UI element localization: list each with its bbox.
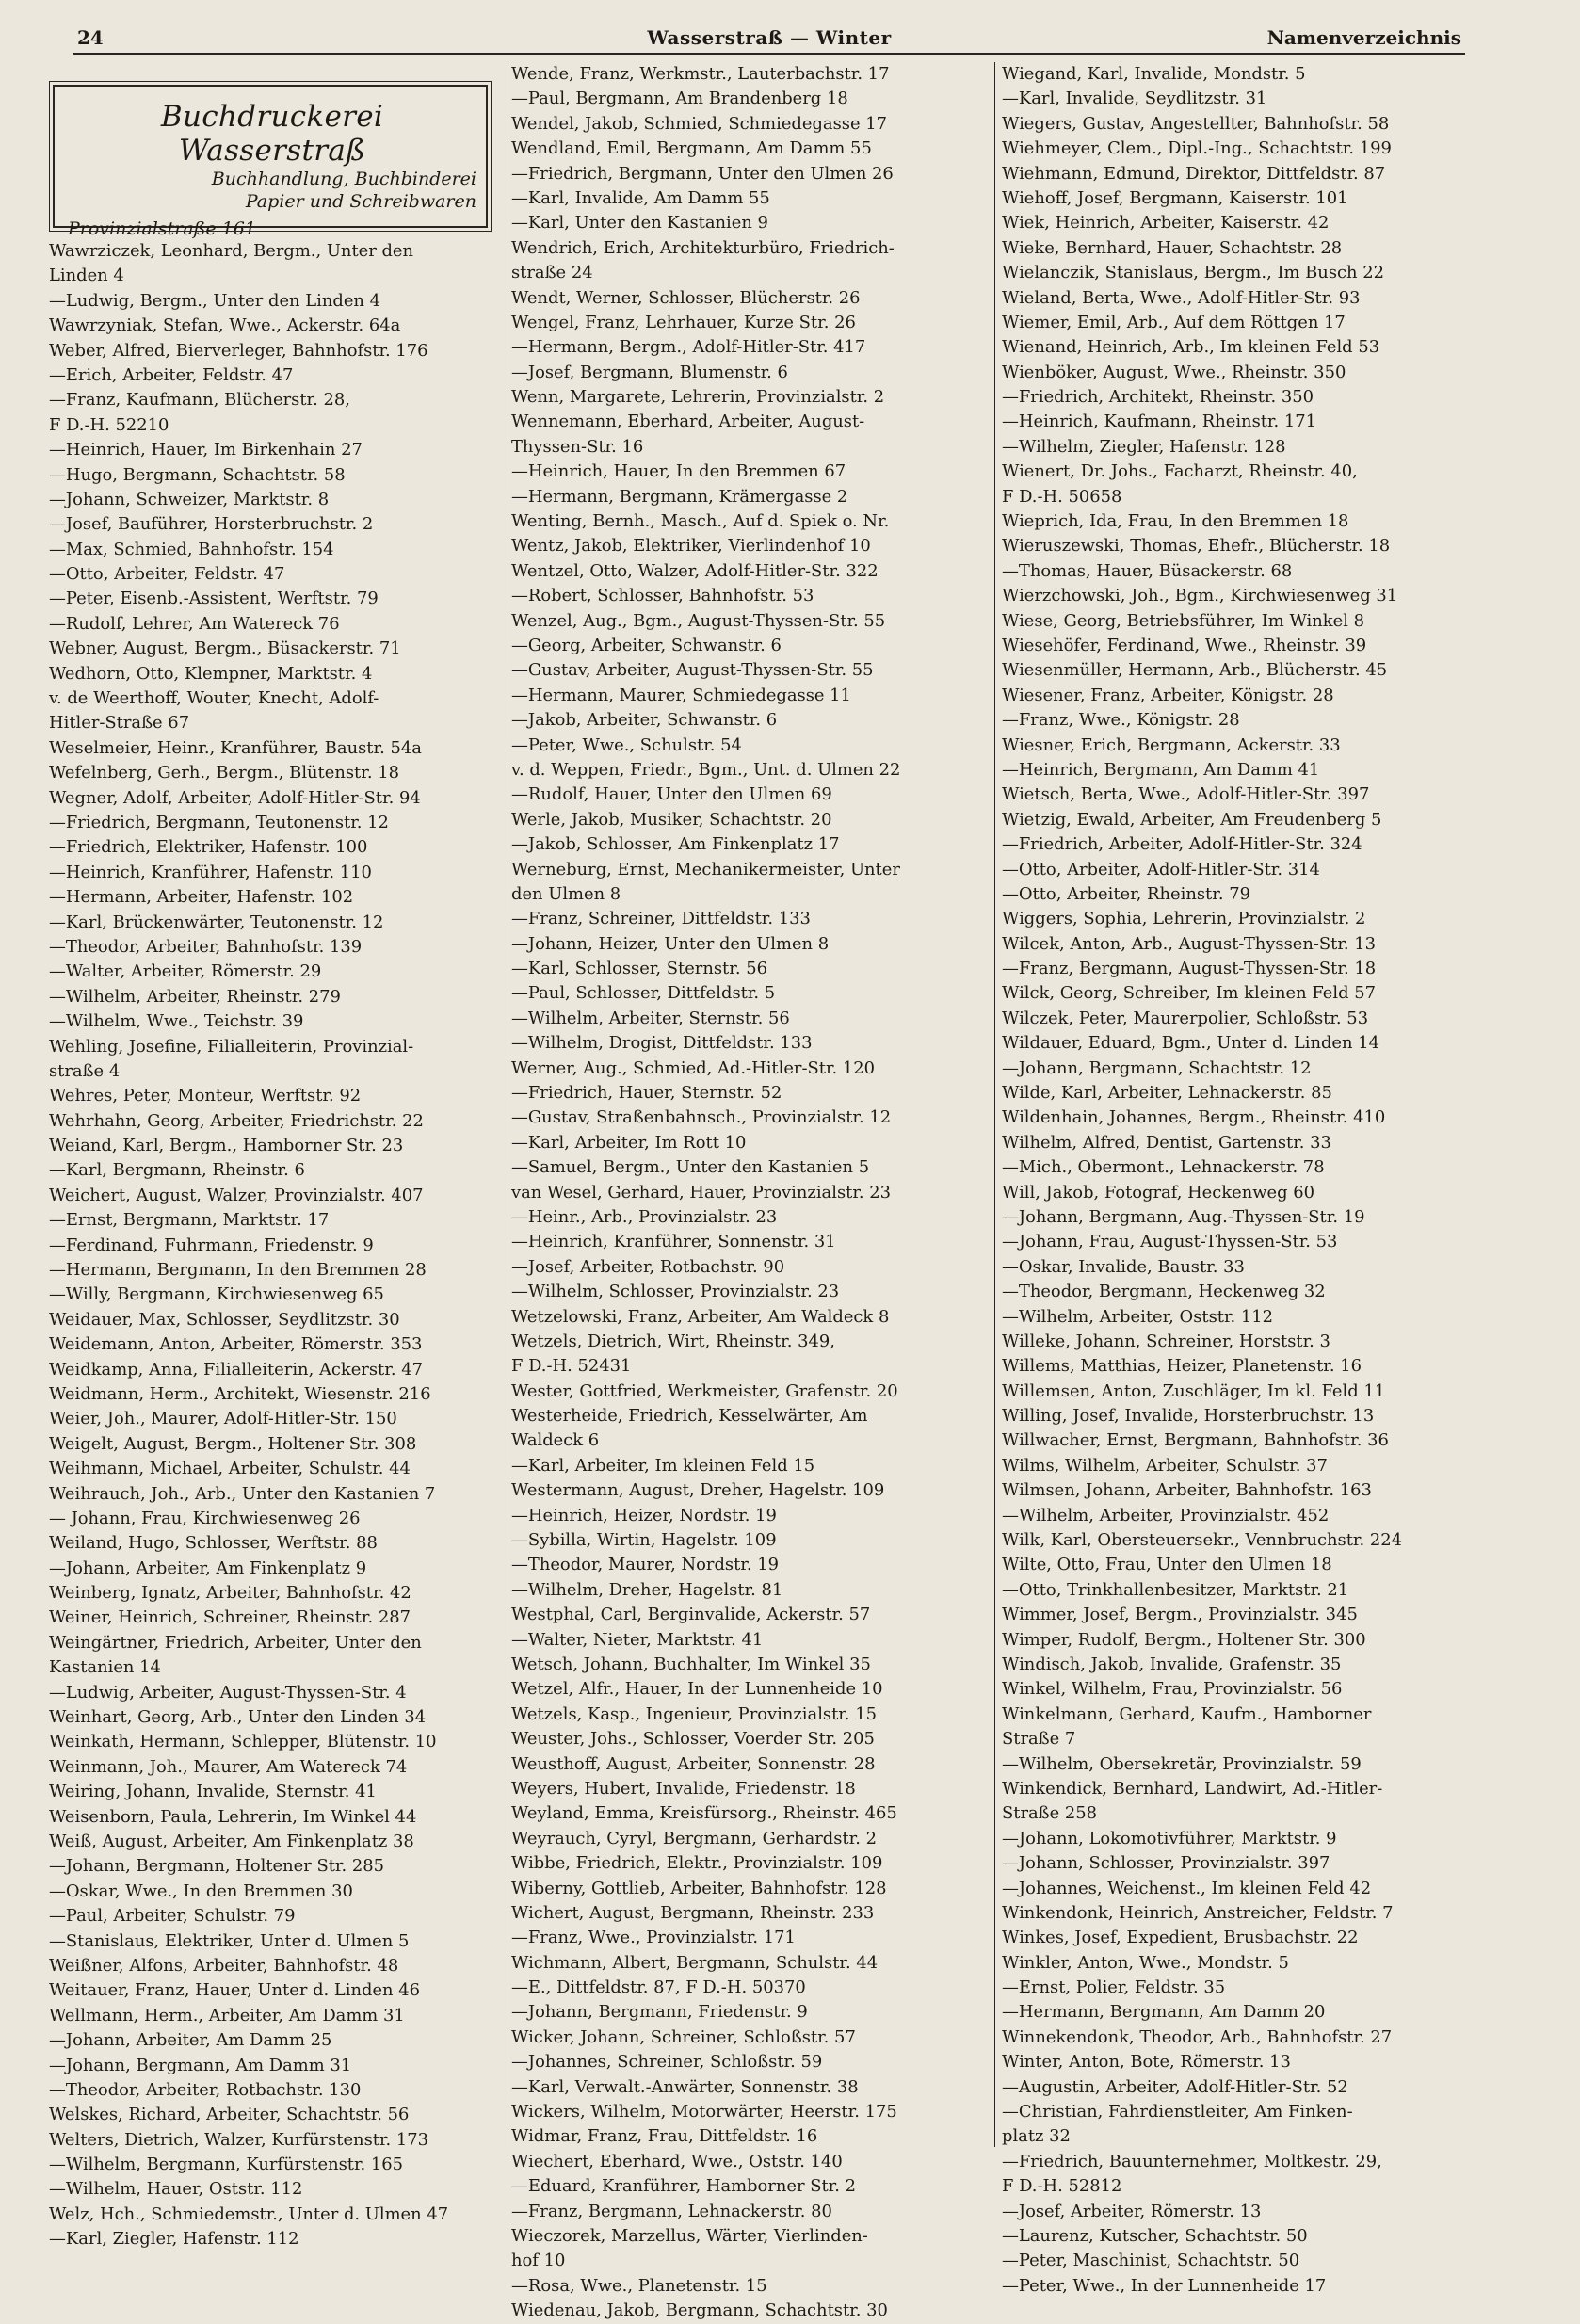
directory-entry: Wildenhain, Johannes, Bergm., Rheinstr. 410 <box>1002 1107 1386 1128</box>
directory-entry: — Johann, Frau, Kirchwiesenweg 26 <box>49 1508 361 1528</box>
directory-entry: straße 24 <box>511 263 593 283</box>
column-3 <box>1002 62 1452 2296</box>
directory-entry: —Franz, Bergmann, Lehnackerstr. 80 <box>511 2201 832 2221</box>
page-header <box>73 24 1465 55</box>
directory-entry: —Jakob, Arbeiter, Schwanstr. 6 <box>511 710 778 731</box>
directory-entry: Weinberg, Ignatz, Arbeiter, Bahnhofstr. 42 <box>49 1583 411 1604</box>
directory-entry: —Wilhelm, Arbeiter, Oststr. 112 <box>1002 1306 1274 1327</box>
entry-list <box>1002 62 1452 2299</box>
directory-entry: —Franz, Bergmann, August-Thyssen-Str. 18 <box>1002 959 1377 979</box>
directory-entry: Weyers, Hubert, Invalide, Friedenstr. 18 <box>511 1778 856 1799</box>
directory-entry: Winnekendonk, Theodor, Arb., Bahnhofstr. 27 <box>1002 2026 1393 2047</box>
directory-entry: Weidmann, Herm., Architekt, Wiesenstr. 216 <box>49 1383 431 1404</box>
directory-entry: —Hermann, Bergmann, In den Bremmen 28 <box>49 1260 427 1281</box>
entry-list <box>49 239 507 2252</box>
directory-entry: —Max, Schmied, Bahnhofstr. 154 <box>49 539 334 559</box>
directory-entry: Wicker, Johann, Schreiner, Schloßstr. 57 <box>511 2026 856 2047</box>
directory-entry: —Franz, Schreiner, Dittfeldstr. 133 <box>511 909 811 929</box>
directory-entry: Wielanczik, Stanislaus, Bergm., Im Busch 22 <box>1002 263 1385 283</box>
directory-entry: Willeke, Johann, Schreiner, Horststr. 3 <box>1002 1331 1330 1351</box>
directory-entry: —Paul, Arbeiter, Schulstr. 79 <box>49 1906 296 1927</box>
directory-entry: —Heinrich, Hauer, Im Birkenhain 27 <box>49 440 363 460</box>
directory-entry: v. d. Weppen, Friedr., Bgm., Unt. d. Ulmen 22 <box>511 759 901 780</box>
directory-entry: —Johann, Frau, August-Thyssen-Str. 53 <box>1002 1232 1338 1252</box>
directory-entry: —Johann, Bergmann, Am Damm 31 <box>49 2055 352 2075</box>
directory-entry: —Friedrich, Elektriker, Hafenstr. 100 <box>49 837 368 858</box>
directory-entry: Wienböker, August, Wwe., Rheinstr. 350 <box>1002 362 1346 382</box>
directory-entry: —Wilhelm, Dreher, Hagelstr. 81 <box>511 1579 783 1600</box>
directory-entry: Wenn, Margarete, Lehrerin, Provinzialstr. 2 <box>511 387 885 408</box>
directory-entry: Wilms, Wilhelm, Arbeiter, Schulstr. 37 <box>1002 1455 1328 1476</box>
directory-entry: —Samuel, Bergm., Unter den Kastanien 5 <box>511 1157 870 1178</box>
directory-entry: —Karl, Invalide, Seydlitzstr. 31 <box>1002 89 1267 109</box>
directory-entry: —Franz, Wwe., Königstr. 28 <box>1002 710 1240 731</box>
directory-entry: F D.-H. 52210 <box>49 414 169 435</box>
directory-entry: Werner, Aug., Schmied, Ad.-Hitler-Str. 120 <box>511 1057 876 1078</box>
directory-entry: Wimper, Rudolf, Bergm., Holtener Str. 300 <box>1002 1629 1366 1650</box>
directory-entry: Wetzels, Dietrich, Wirt, Rheinstr. 349, <box>511 1331 835 1351</box>
directory-entry: —Willy, Bergmann, Kirchwiesenweg 65 <box>49 1284 384 1305</box>
directory-entry: Weingärtner, Friedrich, Arbeiter, Unter den <box>49 1632 422 1653</box>
directory-entry: —Heinrich, Kranführer, Hafenstr. 110 <box>49 862 372 882</box>
directory-entry: Wenting, Bernh., Masch., Auf d. Spiek o. Nr. <box>511 511 890 532</box>
directory-entry: —Laurenz, Kutscher, Schachtstr. 50 <box>1002 2225 1308 2246</box>
directory-entry: Weinkath, Hermann, Schlepper, Blütenstr. 10 <box>49 1732 437 1752</box>
directory-entry: Weusthoff, August, Arbeiter, Sonnenstr. 28 <box>511 1753 876 1774</box>
directory-entry: Wende, Franz, Werkmstr., Lauterbachstr. 17 <box>511 64 890 84</box>
directory-entry: —Peter, Maschinist, Schachtstr. 50 <box>1002 2251 1300 2271</box>
directory-entry: Wieke, Bernhard, Hauer, Schachtstr. 28 <box>1002 237 1343 258</box>
directory-entry: Winkelmann, Gerhard, Kaufm., Hamborner <box>1002 1703 1372 1724</box>
directory-entry: Wienert, Dr. Johs., Facharzt, Rheinstr. 40, <box>1002 461 1358 482</box>
directory-entry: Weidkamp, Anna, Filialleiterin, Ackerstr. 47 <box>49 1359 423 1380</box>
directory-entry: —Hermann, Bergm., Adolf-Hitler-Str. 417 <box>511 337 866 358</box>
directory-entry: —Karl, Schlosser, Sternstr. 56 <box>511 959 767 979</box>
directory-entry: —Friedrich, Bauunternehmer, Moltkestr. 29, <box>1002 2151 1382 2171</box>
directory-entry: —Josef, Arbeiter, Rotbachstr. 90 <box>511 1256 785 1277</box>
directory-entry: Wiggers, Sophia, Lehrerin, Provinzialstr. 2 <box>1002 909 1366 929</box>
directory-entry: Wetsch, Johann, Buchhalter, Im Winkel 35 <box>511 1654 871 1674</box>
directory-entry: Welz, Hch., Schmiedemstr., Unter d. Ulmen 47 <box>49 2203 449 2224</box>
directory-entry: —Ernst, Bergmann, Marktstr. 17 <box>49 1210 330 1231</box>
directory-entry: —Heinrich, Bergmann, Am Damm 41 <box>1002 759 1320 780</box>
directory-entry: Weichert, August, Walzer, Provinzialstr. 407 <box>49 1185 424 1205</box>
directory-entry: —Wilhelm, Wwe., Teichstr. 39 <box>49 1011 304 1032</box>
running-title: Wasserstraß — Winter <box>647 26 892 49</box>
directory-entry: Willems, Matthias, Heizer, Planetenstr. 16 <box>1002 1356 1362 1377</box>
directory-entry: —Franz, Kaufmann, Blücherstr. 28, <box>49 390 350 411</box>
directory-entry: —Walter, Nieter, Marktstr. 41 <box>511 1629 764 1650</box>
directory-entry: Wentz, Jakob, Elektriker, Vierlindenhof 10 <box>511 536 871 557</box>
directory-entry: —Johann, Arbeiter, Am Finkenplatz 9 <box>49 1557 367 1578</box>
directory-entry: —Wilhelm, Bergmann, Kurfürstenstr. 165 <box>49 2155 404 2175</box>
directory-entry: —Wilhelm, Arbeiter, Provinzialstr. 452 <box>1002 1505 1330 1525</box>
directory-entry: Wiek, Heinrich, Arbeiter, Kaiserstr. 42 <box>1002 213 1330 234</box>
directory-entry: —Heinrich, Hauer, In den Bremmen 67 <box>511 461 846 482</box>
directory-entry: Wentzel, Otto, Walzer, Adolf-Hitler-Str. 322 <box>511 560 879 581</box>
directory-entry: Wiemer, Emil, Arb., Auf dem Röttgen 17 <box>1002 312 1346 332</box>
directory-entry: Westphal, Carl, Berginvalide, Ackerstr. 57 <box>511 1605 871 1625</box>
advertisement-address: Provinzialstraße 161 <box>68 218 256 239</box>
directory-entry: —Eduard, Kranführer, Hamborner Str. 2 <box>511 2176 856 2197</box>
directory-entry: —Stanislaus, Elektriker, Unter d. Ulmen 5 <box>49 1930 410 1951</box>
directory-entry: Weselmeier, Heinr., Kranführer, Baustr. 54a <box>49 737 422 758</box>
directory-entry: Wiesenmüller, Hermann, Arb., Blücherstr. 45 <box>1002 660 1388 681</box>
directory-entry: —Johann, Bergmann, Friedenstr. 9 <box>511 2002 808 2023</box>
directory-entry: Webner, August, Bergm., Büsackerstr. 71 <box>49 638 401 659</box>
directory-entry: —Johann, Bergmann, Aug.-Thyssen-Str. 19 <box>1002 1206 1365 1227</box>
directory-entry: Wilk, Karl, Obersteuersekr., Vennbruchstr. 224 <box>1002 1530 1403 1551</box>
directory-entry: Wawrziczek, Leonhard, Bergm., Unter den <box>49 241 414 261</box>
directory-entry: —Hugo, Bergmann, Schachtstr. 58 <box>49 464 346 485</box>
directory-entry: —Wilhelm, Arbeiter, Sternstr. 56 <box>511 1008 790 1028</box>
directory-entry: —Heinr., Arb., Provinzialstr. 23 <box>511 1206 778 1227</box>
directory-entry: Winkendick, Bernhard, Landwirt, Ad.-Hitler- <box>1002 1778 1383 1799</box>
directory-entry: —Heinrich, Heizer, Nordstr. 19 <box>511 1505 777 1525</box>
directory-entry: Wengel, Franz, Lehrhauer, Kurze Str. 26 <box>511 312 856 332</box>
directory-entry: Weber, Alfred, Bierverleger, Bahnhofstr. 176 <box>49 340 428 361</box>
directory-entry: —Paul, Schlosser, Dittfeldstr. 5 <box>511 983 776 1004</box>
directory-entry: Linden 4 <box>49 266 124 286</box>
directory-entry: —Karl, Arbeiter, Im kleinen Feld 15 <box>511 1455 815 1476</box>
directory-entry: —Rudolf, Hauer, Unter den Ulmen 69 <box>511 784 832 805</box>
directory-entry: Weiß, August, Arbeiter, Am Finkenplatz 38 <box>49 1832 414 1851</box>
directory-entry: —E., Dittfeldstr. 87, F D.-H. 50370 <box>511 1977 806 1998</box>
directory-entry: —Josef, Bauführer, Horsterbruchstr. 2 <box>49 514 374 535</box>
directory-entry: Winter, Anton, Bote, Römerstr. 13 <box>1002 2052 1291 2073</box>
directory-entry: van Wesel, Gerhard, Hauer, Provinzialstr. 23 <box>511 1182 892 1202</box>
directory-entry: —Franz, Wwe., Provinzialstr. 171 <box>511 1928 796 1948</box>
page-number: 24 <box>77 26 104 49</box>
directory-entry: Wibbe, Friedrich, Elektr., Provinzialstr. 109 <box>511 1853 883 1874</box>
directory-entry: Wilhelm, Alfred, Dentist, Gartenstr. 33 <box>1002 1132 1331 1153</box>
directory-entry: Thyssen-Str. 16 <box>511 436 644 457</box>
directory-entry: Wedhorn, Otto, Klempner, Marktstr. 4 <box>49 663 373 684</box>
column-divider <box>994 62 995 2147</box>
directory-entry: Widmar, Franz, Frau, Dittfeldstr. 16 <box>511 2126 818 2147</box>
directory-entry: Wieprich, Ida, Frau, In den Bremmen 18 <box>1002 511 1349 532</box>
directory-entry: —Oskar, Wwe., In den Bremmen 30 <box>49 1880 353 1901</box>
directory-entry: —Augustin, Arbeiter, Adolf-Hitler-Str. 52 <box>1002 2076 1348 2097</box>
directory-entry: Weidauer, Max, Schlosser, Seydlitzstr. 30 <box>49 1309 400 1330</box>
directory-entry: F D.-H. 52812 <box>1002 2176 1122 2197</box>
directory-entry: —Heinrich, Kaufmann, Rheinstr. 171 <box>1002 412 1317 432</box>
directory-entry: —Karl, Bergmann, Rheinstr. 6 <box>49 1160 305 1181</box>
directory-entry: —Gustav, Straßenbahnsch., Provinzialstr. 12 <box>511 1107 892 1128</box>
directory-entry: Winkes, Josef, Expedient, Brusbachstr. 22 <box>1002 1928 1359 1948</box>
directory-entry: Weinmann, Joh., Maurer, Am Watereck 74 <box>49 1756 408 1777</box>
directory-entry: Hitler-Straße 67 <box>49 713 190 734</box>
directory-entry: —Paul, Bergmann, Am Brandenberg 18 <box>511 89 848 109</box>
directory-entry: Wienand, Heinrich, Arb., Im kleinen Feld 53 <box>1002 337 1380 358</box>
directory-entry: F D.-H. 52431 <box>511 1356 632 1377</box>
directory-entry: Wendland, Emil, Bergmann, Am Damm 55 <box>511 138 872 159</box>
directory-entry: —Johann, Arbeiter, Am Damm 25 <box>49 2030 332 2051</box>
directory-entry: Straße 7 <box>1002 1729 1076 1750</box>
directory-entry: Wehrhahn, Georg, Arbeiter, Friedrichstr. 22 <box>49 1110 424 1131</box>
directory-entry: den Ulmen 8 <box>511 883 621 904</box>
directory-entry: Wichert, August, Bergmann, Rheinstr. 233 <box>511 1902 875 1923</box>
directory-entry: —Johannes, Weichenst., Im kleinen Feld 42 <box>1002 1878 1372 1898</box>
directory-entry: Wiberny, Gottlieb, Arbeiter, Bahnhofstr. 128 <box>511 1878 887 1898</box>
directory-entry: Wiechert, Eberhard, Wwe., Oststr. 140 <box>511 2151 843 2171</box>
directory-entry: straße 4 <box>49 1060 121 1081</box>
directory-entry: Weiring, Johann, Invalide, Sternstr. 41 <box>49 1782 377 1802</box>
directory-entry: F D.-H. 50658 <box>1002 486 1122 507</box>
directory-entry: Willing, Josef, Invalide, Horsterbruchstr. 13 <box>1002 1406 1375 1427</box>
directory-entry: Weisenborn, Paula, Lehrerin, Im Winkel 44 <box>49 1806 417 1827</box>
directory-entry: —Ernst, Polier, Feldstr. 35 <box>1002 1977 1226 1998</box>
directory-entry: Weinhart, Georg, Arb., Unter den Linden 34 <box>49 1707 427 1728</box>
directory-entry: —Theodor, Arbeiter, Bahnhofstr. 139 <box>49 936 363 957</box>
directory-entry: —Otto, Arbeiter, Rheinstr. 79 <box>1002 883 1250 904</box>
directory-entry: Windisch, Jakob, Invalide, Grafenstr. 35 <box>1002 1654 1342 1674</box>
directory-entry: —Wilhelm, Arbeiter, Rheinstr. 279 <box>49 986 341 1007</box>
directory-entry: Wefelnberg, Gerh., Bergm., Blütenstr. 18 <box>49 763 399 783</box>
directory-entry: platz 32 <box>1002 2126 1071 2147</box>
directory-entry: Wehling, Josefine, Filialleiterin, Provinzial- <box>49 1036 414 1057</box>
directory-entry: —Thomas, Hauer, Büsackerstr. 68 <box>1002 560 1293 581</box>
directory-entry: —Johann, Lokomotivführer, Marktstr. 9 <box>1002 1828 1337 1848</box>
directory-entry: —Karl, Unter den Kastanien 9 <box>511 213 768 234</box>
directory-entry: Wilczek, Peter, Maurerpolier, Schloßstr. 53 <box>1002 1008 1369 1028</box>
directory-entry: Weidemann, Anton, Arbeiter, Römerstr. 353 <box>49 1334 423 1355</box>
directory-entry: Wieruszewski, Thomas, Ehefr., Blücherstr. 18 <box>1002 536 1391 557</box>
directory-entry: —Josef, Bergmann, Blumenstr. 6 <box>511 362 788 382</box>
directory-entry: Wilte, Otto, Frau, Unter den Ulmen 18 <box>1002 1555 1332 1575</box>
directory-entry: —Peter, Eisenb.-Assistent, Werftstr. 79 <box>49 589 379 609</box>
directory-entry: Weihmann, Michael, Arbeiter, Schulstr. 44 <box>49 1459 411 1479</box>
directory-entry: —Hermann, Arbeiter, Hafenstr. 102 <box>49 887 354 908</box>
directory-entry: Weyland, Emma, Kreisfürsorg., Rheinstr. 465 <box>511 1803 897 1824</box>
directory-entry: —Peter, Wwe., Schulstr. 54 <box>511 734 742 755</box>
directory-entry: Wiehoff, Josef, Bergmann, Kaiserstr. 101 <box>1002 187 1348 208</box>
directory-entry: Wichmann, Albert, Bergmann, Schulstr. 44 <box>511 1952 879 1973</box>
directory-entry: v. de Weerthoff, Wouter, Knecht, Adolf- <box>49 688 379 709</box>
advertisement-line: Buchhandlung, Buchbinderei <box>211 169 476 189</box>
directory-entry: —Friedrich, Bergmann, Unter den Ulmen 26 <box>511 163 894 184</box>
directory-entry: Wendt, Werner, Schlosser, Blücherstr. 26 <box>511 287 861 308</box>
directory-entry: —Johann, Schlosser, Provinzialstr. 397 <box>1002 1853 1330 1874</box>
directory-entry: Wiesehöfer, Ferdinand, Wwe., Rheinstr. 39 <box>1002 635 1367 655</box>
directory-entry: Wietsch, Berta, Wwe., Adolf-Hitler-Str. 397 <box>1002 784 1370 805</box>
directory-entry: Wehres, Peter, Monteur, Werftstr. 92 <box>49 1086 362 1106</box>
directory-entry: Welskes, Richard, Arbeiter, Schachtstr. 56 <box>49 2105 410 2125</box>
directory-entry: Willemsen, Anton, Zuschläger, Im kl. Feld 11 <box>1002 1380 1386 1401</box>
directory-entry: Wiegand, Karl, Invalide, Mondstr. 5 <box>1002 64 1306 84</box>
directory-entry: —Friedrich, Architekt, Rheinstr. 350 <box>1002 387 1314 408</box>
directory-entry: —Erich, Arbeiter, Feldstr. 47 <box>49 364 294 385</box>
directory-entry: —Johann, Bergmann, Schachtstr. 12 <box>1002 1057 1312 1078</box>
directory-entry: Wilcek, Anton, Arb., August-Thyssen-Str. 13 <box>1002 933 1377 954</box>
directory-entry: —Theodor, Maurer, Nordstr. 19 <box>511 1555 780 1575</box>
directory-entry: Wiesener, Franz, Arbeiter, Königstr. 28 <box>1002 685 1334 705</box>
directory-entry: Winkel, Wilhelm, Frau, Provinzialstr. 56 <box>1002 1679 1343 1700</box>
directory-entry: —Otto, Arbeiter, Feldstr. 47 <box>49 564 285 585</box>
directory-entry: —Hermann, Bergmann, Krämergasse 2 <box>511 486 848 507</box>
directory-entry: Wegner, Adolf, Arbeiter, Adolf-Hitler-Str. 94 <box>49 787 421 808</box>
directory-entry: Wetzels, Kasp., Ingenieur, Provinzialstr. 15 <box>511 1703 878 1724</box>
directory-entry: Westermann, August, Dreher, Hagelstr. 109 <box>511 1480 885 1501</box>
directory-entry: Weiland, Hugo, Schlosser, Werftstr. 88 <box>49 1533 378 1554</box>
directory-entry: —Theodor, Bergmann, Heckenweg 32 <box>1002 1282 1326 1302</box>
column-1 <box>49 62 507 2250</box>
directory-entry: —Robert, Schlosser, Bahnhofstr. 53 <box>511 586 814 606</box>
directory-entry: —Hermann, Bergmann, Am Damm 20 <box>1002 2002 1326 2023</box>
directory-entry: Kastanien 14 <box>49 1657 161 1678</box>
directory-entry: Wilmsen, Johann, Arbeiter, Bahnhofstr. 163 <box>1002 1480 1372 1501</box>
directory-entry: Wetzelowski, Franz, Arbeiter, Am Waldeck 8 <box>511 1306 890 1327</box>
advertisement-box <box>53 85 488 239</box>
directory-entry: Welters, Dietrich, Walzer, Kurfürstenstr. 173 <box>49 2129 429 2150</box>
directory-entry: Wildauer, Eduard, Bgm., Unter d. Linden 14 <box>1002 1033 1379 1054</box>
directory-entry: Waldeck 6 <box>511 1430 600 1451</box>
directory-entry: —Johann, Schweizer, Marktstr. 8 <box>49 489 330 509</box>
directory-entry: Wetzel, Alfr., Hauer, In der Lunnenheide 10 <box>511 1679 883 1700</box>
directory-entry: Winkler, Anton, Wwe., Mondstr. 5 <box>1002 1952 1289 1973</box>
directory-entry: —Karl, Verwalt.-Anwärter, Sonnenstr. 38 <box>511 2076 859 2097</box>
directory-entry: —Hermann, Maurer, Schmiedegasse 11 <box>511 685 851 705</box>
directory-entry: Wietzig, Ewald, Arbeiter, Am Freudenberg 5 <box>1002 809 1382 830</box>
directory-entry: Wester, Gottfried, Werkmeister, Grafenstr. 20 <box>511 1380 898 1401</box>
directory-entry: Weißner, Alfons, Arbeiter, Bahnhofstr. 48 <box>49 1955 399 1976</box>
directory-entry: Will, Jakob, Fotograf, Heckenweg 60 <box>1002 1182 1315 1202</box>
directory-entry: —Ludwig, Arbeiter, August-Thyssen-Str. 4 <box>49 1682 407 1703</box>
directory-entry: —Friedrich, Hauer, Sternstr. 52 <box>511 1083 782 1104</box>
directory-entry: Wiegers, Gustav, Angestellter, Bahnhofstr. 58 <box>1002 113 1390 134</box>
directory-entry: —Wilhelm, Obersekretär, Provinzialstr. 59 <box>1002 1753 1362 1774</box>
directory-entry: —Oskar, Invalide, Baustr. 33 <box>1002 1256 1245 1277</box>
directory-entry: —Theodor, Arbeiter, Rotbachstr. 130 <box>49 2079 362 2100</box>
directory-entry: Weitauer, Franz, Hauer, Unter d. Linden 46 <box>49 1980 421 2001</box>
directory-entry: Wiedenau, Jakob, Bergmann, Schachtstr. 30 <box>511 2300 888 2321</box>
advertisement-line: Papier und Schreibwaren <box>245 191 476 212</box>
directory-columns <box>49 62 1452 2321</box>
directory-entry: —Karl, Invalide, Am Damm 55 <box>511 187 770 208</box>
directory-entry: —Peter, Wwe., In der Lunnenheide 17 <box>1002 2275 1327 2296</box>
advertisement-title: Buchdruckerei Wasserstraß <box>160 100 384 168</box>
directory-entry: Weuster, Johs., Schlosser, Voerder Str. 205 <box>511 1729 875 1750</box>
directory-entry: Weier, Joh., Maurer, Adolf-Hitler-Str. 150 <box>49 1409 397 1429</box>
directory-entry: Wiehmeyer, Clem., Dipl.-Ing., Schachtstr. 199 <box>1002 138 1392 159</box>
directory-entry: Wawrzyniak, Stefan, Wwe., Ackerstr. 64a <box>49 315 401 336</box>
directory-entry: —Mich., Obermont., Lehnackerstr. 78 <box>1002 1157 1325 1178</box>
directory-entry: —Otto, Arbeiter, Adolf-Hitler-Str. 314 <box>1002 859 1320 880</box>
directory-entry: —Rudolf, Lehrer, Am Watereck 76 <box>49 613 340 634</box>
directory-entry: —Ferdinand, Fuhrmann, Friedenstr. 9 <box>49 1235 374 1255</box>
directory-entry: Wickers, Wilhelm, Motorwärter, Heerstr. 175 <box>511 2102 897 2122</box>
directory-entry: Wennemann, Eberhard, Arbeiter, August- <box>511 412 865 432</box>
directory-entry: —Wilhelm, Schlosser, Provinzialstr. 23 <box>511 1282 840 1302</box>
directory-entry: Westerheide, Friedrich, Kesselwärter, Am <box>511 1406 868 1427</box>
directory-entry: Wieczorek, Marzellus, Wärter, Vierlinden- <box>511 2225 868 2246</box>
directory-entry: Wenzel, Aug., Bgm., August-Thyssen-Str. 55 <box>511 610 886 631</box>
directory-entry: —Rosa, Wwe., Planetenstr. 15 <box>511 2275 767 2296</box>
directory-entry: Weigelt, August, Bergm., Holtener Str. 308 <box>49 1433 417 1454</box>
directory-entry: —Karl, Brückenwärter, Teutonenstr. 12 <box>49 912 384 932</box>
directory-entry: Wieland, Berta, Wwe., Adolf-Hitler-Str. 93 <box>1002 287 1361 308</box>
column-2 <box>511 62 990 2321</box>
directory-entry: —Friedrich, Bergmann, Teutonenstr. 12 <box>49 812 389 832</box>
directory-entry: Wiehmann, Edmund, Direktor, Dittfeldstr. 87 <box>1002 163 1386 184</box>
directory-entry: —Ludwig, Bergm., Unter den Linden 4 <box>49 290 380 311</box>
directory-entry: Winkendonk, Heinrich, Anstreicher, Feldstr. 7 <box>1002 1902 1394 1923</box>
directory-entry: —Wilhelm, Drogist, Dittfeldstr. 133 <box>511 1033 813 1054</box>
directory-entry: Weiner, Heinrich, Schreiner, Rheinstr. 287 <box>49 1607 411 1628</box>
directory-entry: Wilck, Georg, Schreiber, Im kleinen Feld 57 <box>1002 983 1376 1004</box>
directory-entry: Willwacher, Ernst, Bergmann, Bahnhofstr. 36 <box>1002 1430 1389 1451</box>
directory-entry: —Karl, Arbeiter, Im Rott 10 <box>511 1132 747 1153</box>
directory-entry: Wendrich, Erich, Architekturbüro, Friedrich- <box>511 237 895 258</box>
directory-entry: —Wilhelm, Ziegler, Hafenstr. 128 <box>1002 436 1286 457</box>
directory-entry: —Christian, Fahrdienstleiter, Am Finken- <box>1002 2102 1353 2122</box>
directory-entry: —Sybilla, Wirtin, Hagelstr. 109 <box>511 1530 777 1551</box>
directory-entry: —Gustav, Arbeiter, August-Thyssen-Str. 55 <box>511 660 874 681</box>
directory-entry: —Johann, Heizer, Unter den Ulmen 8 <box>511 933 830 954</box>
directory-entry: Werle, Jakob, Musiker, Schachtstr. 20 <box>511 809 832 830</box>
directory-entry: —Karl, Ziegler, Hafenstr. 112 <box>49 2229 299 2250</box>
directory-entry: Weihrauch, Joh., Arb., Unter den Kastanien 7 <box>49 1483 436 1504</box>
directory-entry: —Josef, Arbeiter, Römerstr. 13 <box>1002 2201 1262 2221</box>
directory-entry: Straße 258 <box>1002 1803 1098 1824</box>
directory-entry: Wendel, Jakob, Schmied, Schmiedegasse 17 <box>511 113 887 134</box>
directory-entry: —Johannes, Schreiner, Schloßstr. 59 <box>511 2052 823 2073</box>
directory-entry: —Otto, Trinkhallenbesitzer, Marktstr. 21 <box>1002 1579 1349 1600</box>
section-title: Namenverzeichnis <box>1266 26 1461 49</box>
directory-entry: hof 10 <box>511 2251 566 2271</box>
directory-entry: —Jakob, Schlosser, Am Finkenplatz 17 <box>511 834 840 855</box>
directory-entry: Werneburg, Ernst, Mechanikermeister, Unter <box>511 859 900 880</box>
directory-entry: Wiesner, Erich, Bergmann, Ackerstr. 33 <box>1002 734 1341 755</box>
directory-entry: —Heinrich, Kranführer, Sonnenstr. 31 <box>511 1232 836 1252</box>
directory-entry: Wilde, Karl, Arbeiter, Lehnackerstr. 85 <box>1002 1083 1332 1104</box>
directory-entry: —Friedrich, Arbeiter, Adolf-Hitler-Str. 324 <box>1002 834 1362 855</box>
directory-entry: Wellmann, Herm., Arbeiter, Am Damm 31 <box>49 2005 405 2025</box>
directory-entry: Wiese, Georg, Betriebsführer, Im Winkel 8 <box>1002 610 1364 631</box>
directory-entry: —Georg, Arbeiter, Schwanstr. 6 <box>511 635 782 655</box>
directory-entry: Weyrauch, Cyryl, Bergmann, Gerhardstr. 2 <box>511 1828 877 1848</box>
directory-entry: Wimmer, Josef, Bergm., Provinzialstr. 345 <box>1002 1605 1358 1625</box>
directory-entry: —Wilhelm, Hauer, Oststr. 112 <box>49 2179 303 2200</box>
directory-entry: —Johann, Bergmann, Holtener Str. 285 <box>49 1856 385 1877</box>
directory-entry: Weiand, Karl, Bergm., Hamborner Str. 23 <box>49 1136 404 1156</box>
entry-list <box>511 62 990 2324</box>
directory-entry: —Walter, Arbeiter, Römerstr. 29 <box>49 961 322 982</box>
directory-entry: Wierzchowski, Joh., Bgm., Kirchwiesenweg 31 <box>1002 586 1398 606</box>
